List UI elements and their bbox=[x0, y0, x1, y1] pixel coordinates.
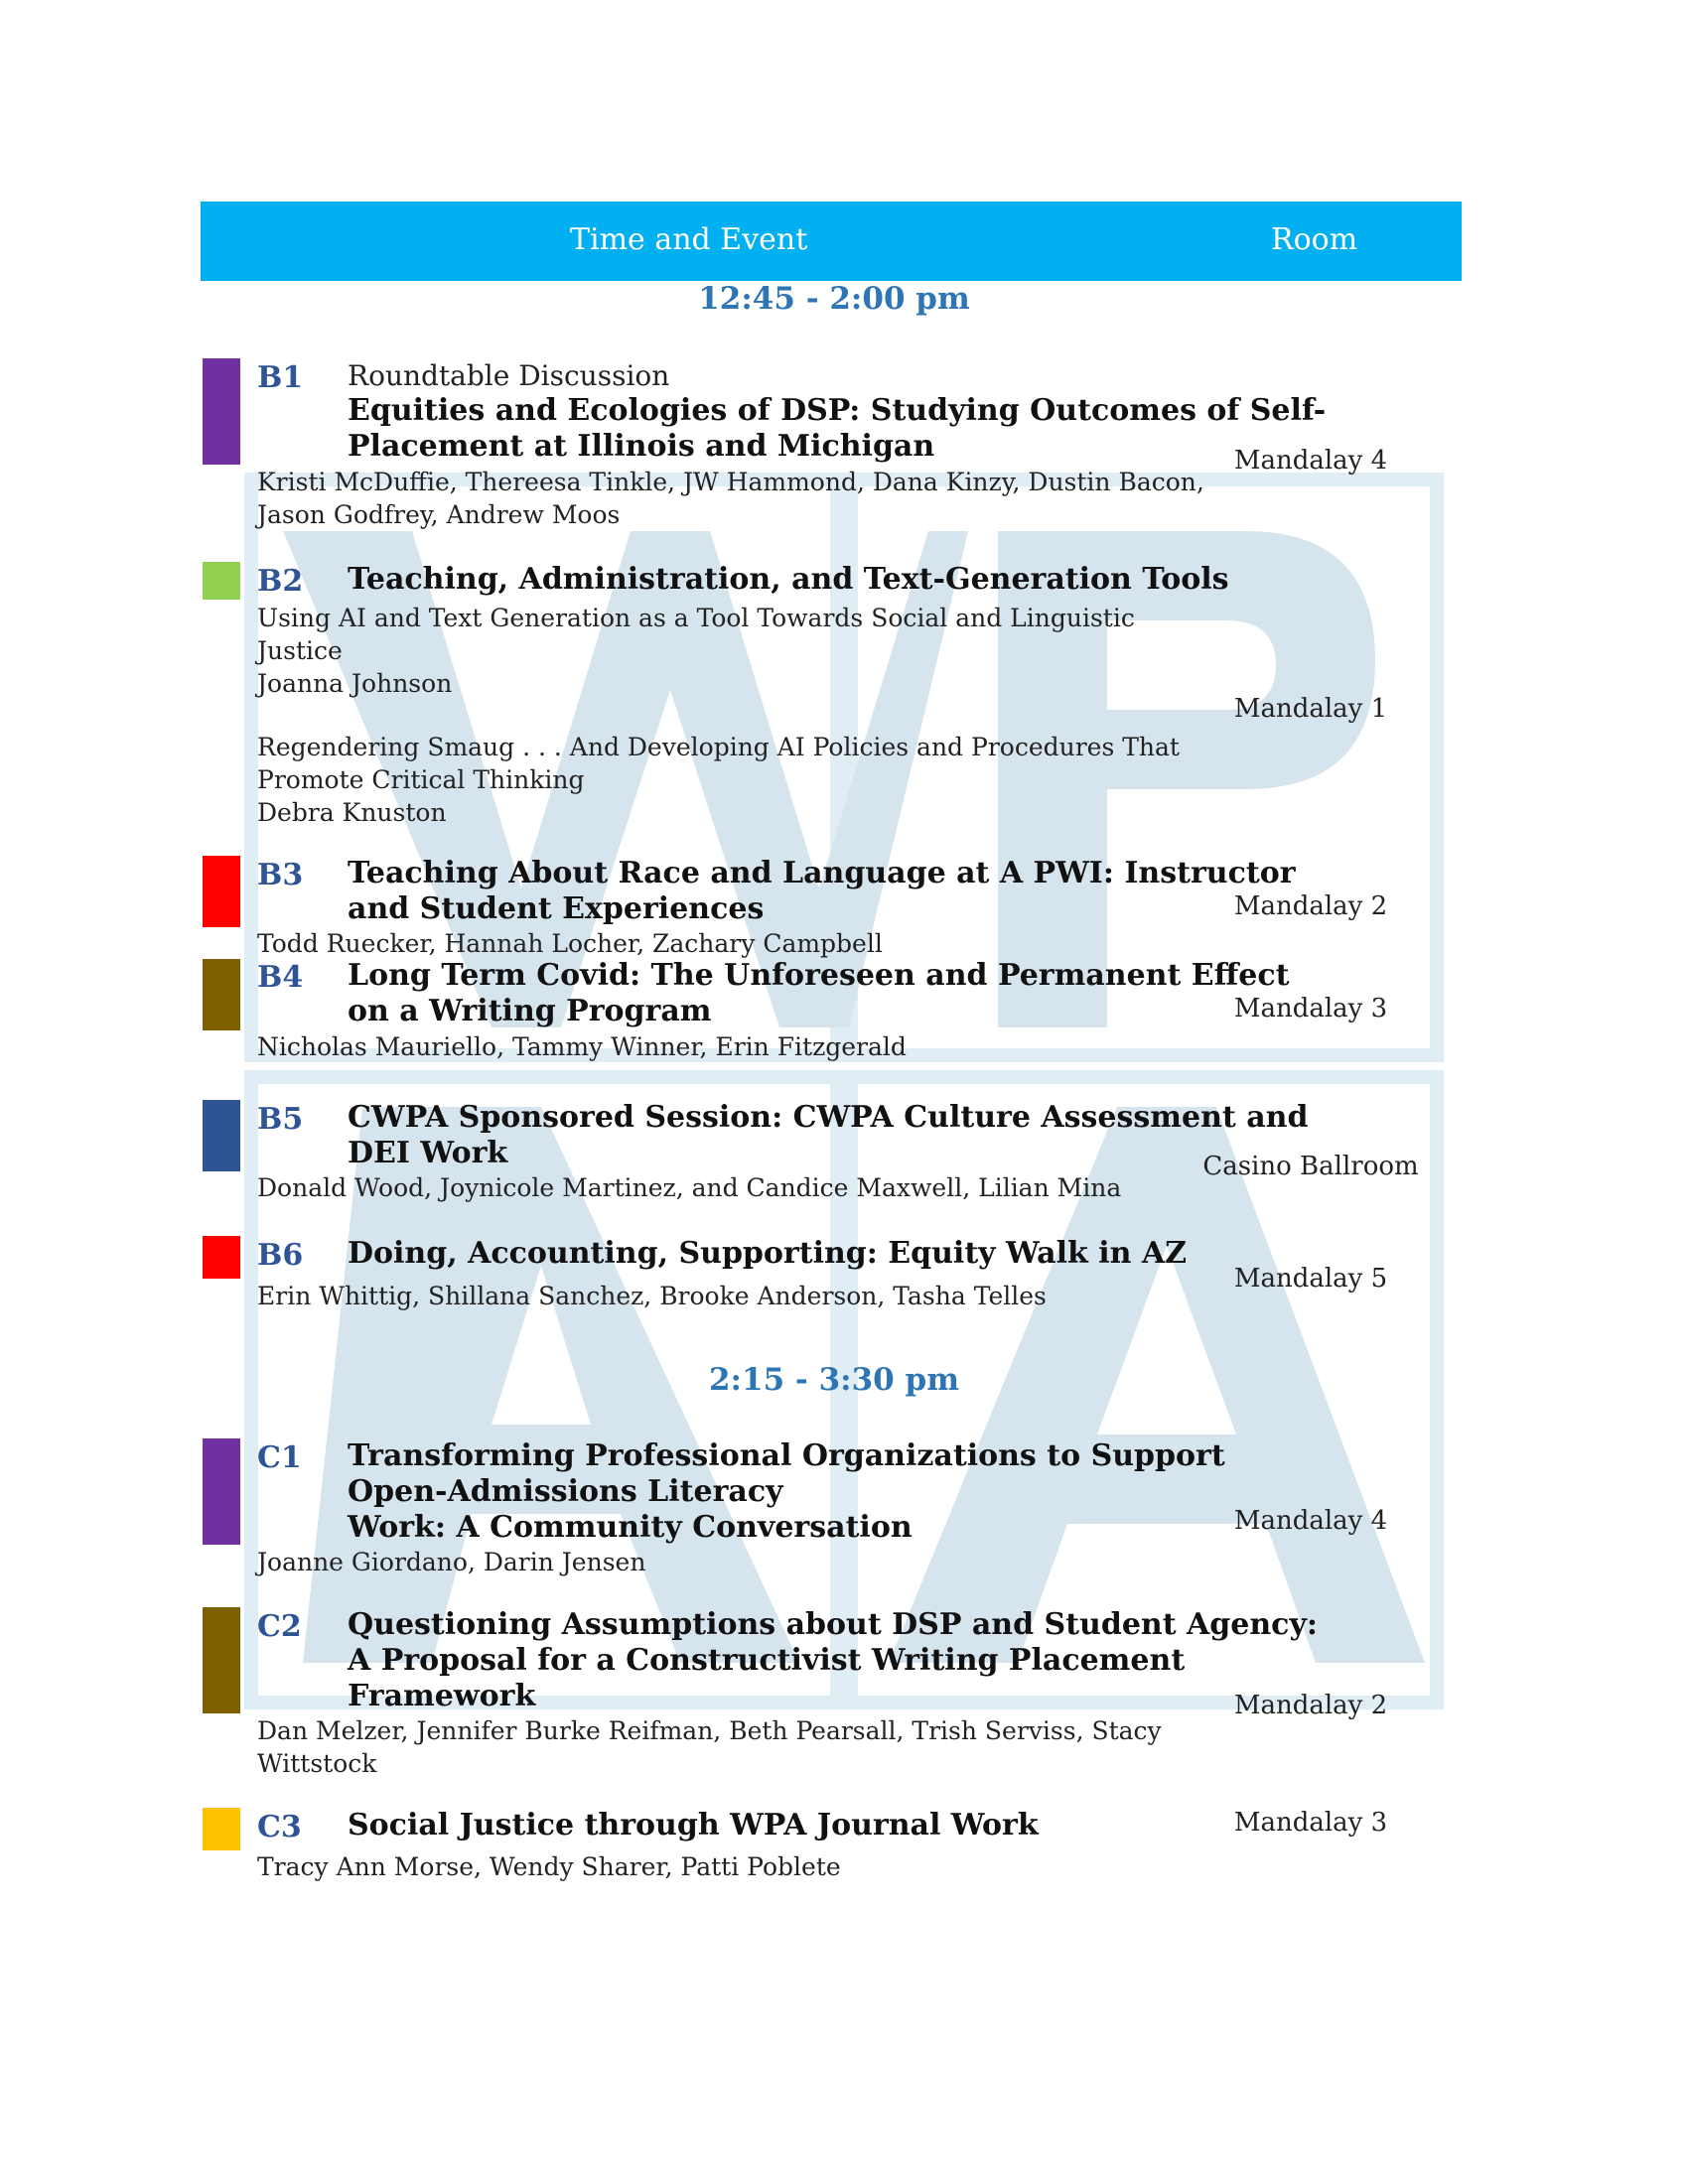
session-room: Mandalay 2 bbox=[1233, 1691, 1388, 1720]
session-code: B4 bbox=[257, 960, 304, 995]
session-room: Mandalay 3 bbox=[1233, 1808, 1388, 1838]
session-code: B2 bbox=[257, 564, 304, 599]
paper-author: Joanna Johnson bbox=[257, 669, 453, 698]
session-presenters bbox=[257, 1850, 1151, 1883]
paper-title-line: Justice bbox=[257, 636, 343, 665]
session-title-line: CWPA Sponsored Session: CWPA Culture Assessment and bbox=[348, 1100, 1309, 1135]
session-title bbox=[348, 958, 1290, 1029]
session-title bbox=[348, 856, 1296, 927]
presenters-line: Jason Godfrey, Andrew Moos bbox=[257, 500, 621, 529]
presenters-line: Wittstock bbox=[257, 1749, 377, 1778]
session-color-swatch bbox=[203, 1100, 240, 1171]
presenters-line: Tracy Ann Morse, Wendy Sharer, Patti Poblete bbox=[257, 1852, 841, 1881]
session-presenters bbox=[257, 1714, 1162, 1780]
session-color-swatch bbox=[203, 959, 240, 1030]
session-title bbox=[348, 1607, 1318, 1714]
session-presenters bbox=[257, 466, 1204, 531]
session-room: Mandalay 1 bbox=[1233, 694, 1388, 724]
session-presenters bbox=[257, 1280, 1151, 1312]
session-room: Mandalay 5 bbox=[1233, 1264, 1388, 1294]
session-room: Mandalay 2 bbox=[1233, 891, 1388, 921]
session-title-line: Open-Admissions Literacy bbox=[348, 1474, 783, 1509]
session-title-line: Teaching, Administration, and Text-Generation Tools bbox=[348, 562, 1229, 597]
presenters-line: Dan Melzer, Jennifer Burke Reifman, Beth Pearsall, Trish Serviss, Stacy bbox=[257, 1716, 1162, 1745]
paper-title-line: Promote Critical Thinking bbox=[257, 765, 585, 794]
session-format: Roundtable Discussion bbox=[348, 359, 670, 392]
session-room: Mandalay 4 bbox=[1233, 1506, 1388, 1536]
session-color-swatch bbox=[203, 856, 240, 927]
room-header: Room bbox=[1271, 222, 1358, 257]
session-presenters bbox=[257, 1171, 1151, 1204]
session-title bbox=[348, 1438, 1225, 1546]
session-code: B5 bbox=[257, 1102, 304, 1137]
session-color-swatch bbox=[203, 1607, 240, 1713]
session-title bbox=[348, 1236, 1188, 1272]
session-color-swatch bbox=[203, 358, 240, 465]
session-code: B3 bbox=[257, 858, 304, 892]
time-and-event-header: Time and Event bbox=[570, 222, 808, 257]
session-title-line: Questioning Assumptions about DSP and Student Agency: bbox=[348, 1607, 1318, 1642]
session-presenters bbox=[257, 1546, 1151, 1578]
session-title bbox=[348, 1808, 1162, 1843]
session-room: Mandalay 4 bbox=[1233, 446, 1388, 476]
session-room: Casino Ballroom bbox=[1202, 1152, 1419, 1181]
session-title-line: Transforming Professional Organizations to Support bbox=[348, 1438, 1225, 1473]
session-title-line: Work: A Community Conversation bbox=[348, 1510, 913, 1545]
presenters-line: Erin Whittig, Shillana Sanchez, Brooke Anderson, Tasha Telles bbox=[257, 1282, 1047, 1310]
schedule-header-bar bbox=[201, 202, 1462, 281]
session-color-swatch bbox=[203, 562, 240, 600]
time-slot-heading: 12:45 - 2:00 pm bbox=[698, 281, 970, 317]
session-room: Mandalay 3 bbox=[1233, 994, 1388, 1024]
session-title-line: A Proposal for a Constructivist Writing Placement bbox=[348, 1643, 1186, 1678]
session-code: B1 bbox=[257, 360, 304, 395]
session-title-line: Teaching About Race and Language at A PWI: Instructor bbox=[348, 856, 1296, 890]
session-color-swatch bbox=[203, 1808, 240, 1850]
presenters-line: Nicholas Mauriello, Tammy Winner, Erin Fitzgerald bbox=[257, 1032, 907, 1061]
presenters-line: Kristi McDuffie, Thereesa Tinkle, JW Hammond, Dana Kinzy, Dustin Bacon, bbox=[257, 468, 1204, 496]
session-title-line: Equities and Ecologies of DSP: Studying Outcomes of Self- bbox=[348, 393, 1327, 428]
time-slot-heading: 2:15 - 3:30 pm bbox=[708, 1362, 960, 1398]
session-title bbox=[348, 393, 1327, 465]
paper-2 bbox=[257, 731, 1180, 829]
session-title bbox=[348, 562, 1229, 598]
presenters-line: Joanne Giordano, Darin Jensen bbox=[257, 1548, 646, 1576]
session-code: B6 bbox=[257, 1238, 304, 1273]
paper-author: Debra Knuston bbox=[257, 798, 447, 827]
session-color-swatch bbox=[203, 1438, 240, 1545]
session-title-line: Doing, Accounting, Supporting: Equity Walk in AZ bbox=[348, 1236, 1188, 1271]
session-title bbox=[348, 1100, 1309, 1171]
presenters-line: Todd Ruecker, Hannah Locher, Zachary Campbell bbox=[257, 929, 883, 958]
session-code: C3 bbox=[257, 1810, 302, 1844]
presenters-line: Donald Wood, Joynicole Martinez, and Candice Maxwell, Lilian Mina bbox=[257, 1173, 1122, 1202]
session-presenters bbox=[257, 1030, 1151, 1063]
paper-1 bbox=[257, 602, 1151, 700]
session-presenters bbox=[257, 927, 1151, 960]
session-title-line: on a Writing Program bbox=[348, 994, 712, 1028]
session-code: C2 bbox=[257, 1609, 302, 1644]
session-title-line: Long Term Covid: The Unforeseen and Permanent Effect bbox=[348, 958, 1290, 993]
session-code: C1 bbox=[257, 1440, 302, 1475]
session-title-line: and Student Experiences bbox=[348, 891, 765, 926]
session-color-swatch bbox=[203, 1236, 240, 1279]
paper-title-line: Regendering Smaug . . . And Developing AI Policies and Procedures That bbox=[257, 733, 1180, 761]
session-title-line: Framework bbox=[348, 1679, 536, 1713]
paper-title-line: Using AI and Text Generation as a Tool Towards Social and Linguistic bbox=[257, 604, 1135, 632]
session-title-line: Placement at Illinois and Michigan bbox=[348, 429, 935, 464]
session-title-line: Social Justice through WPA Journal Work bbox=[348, 1808, 1039, 1843]
session-title-line: DEI Work bbox=[348, 1136, 508, 1170]
